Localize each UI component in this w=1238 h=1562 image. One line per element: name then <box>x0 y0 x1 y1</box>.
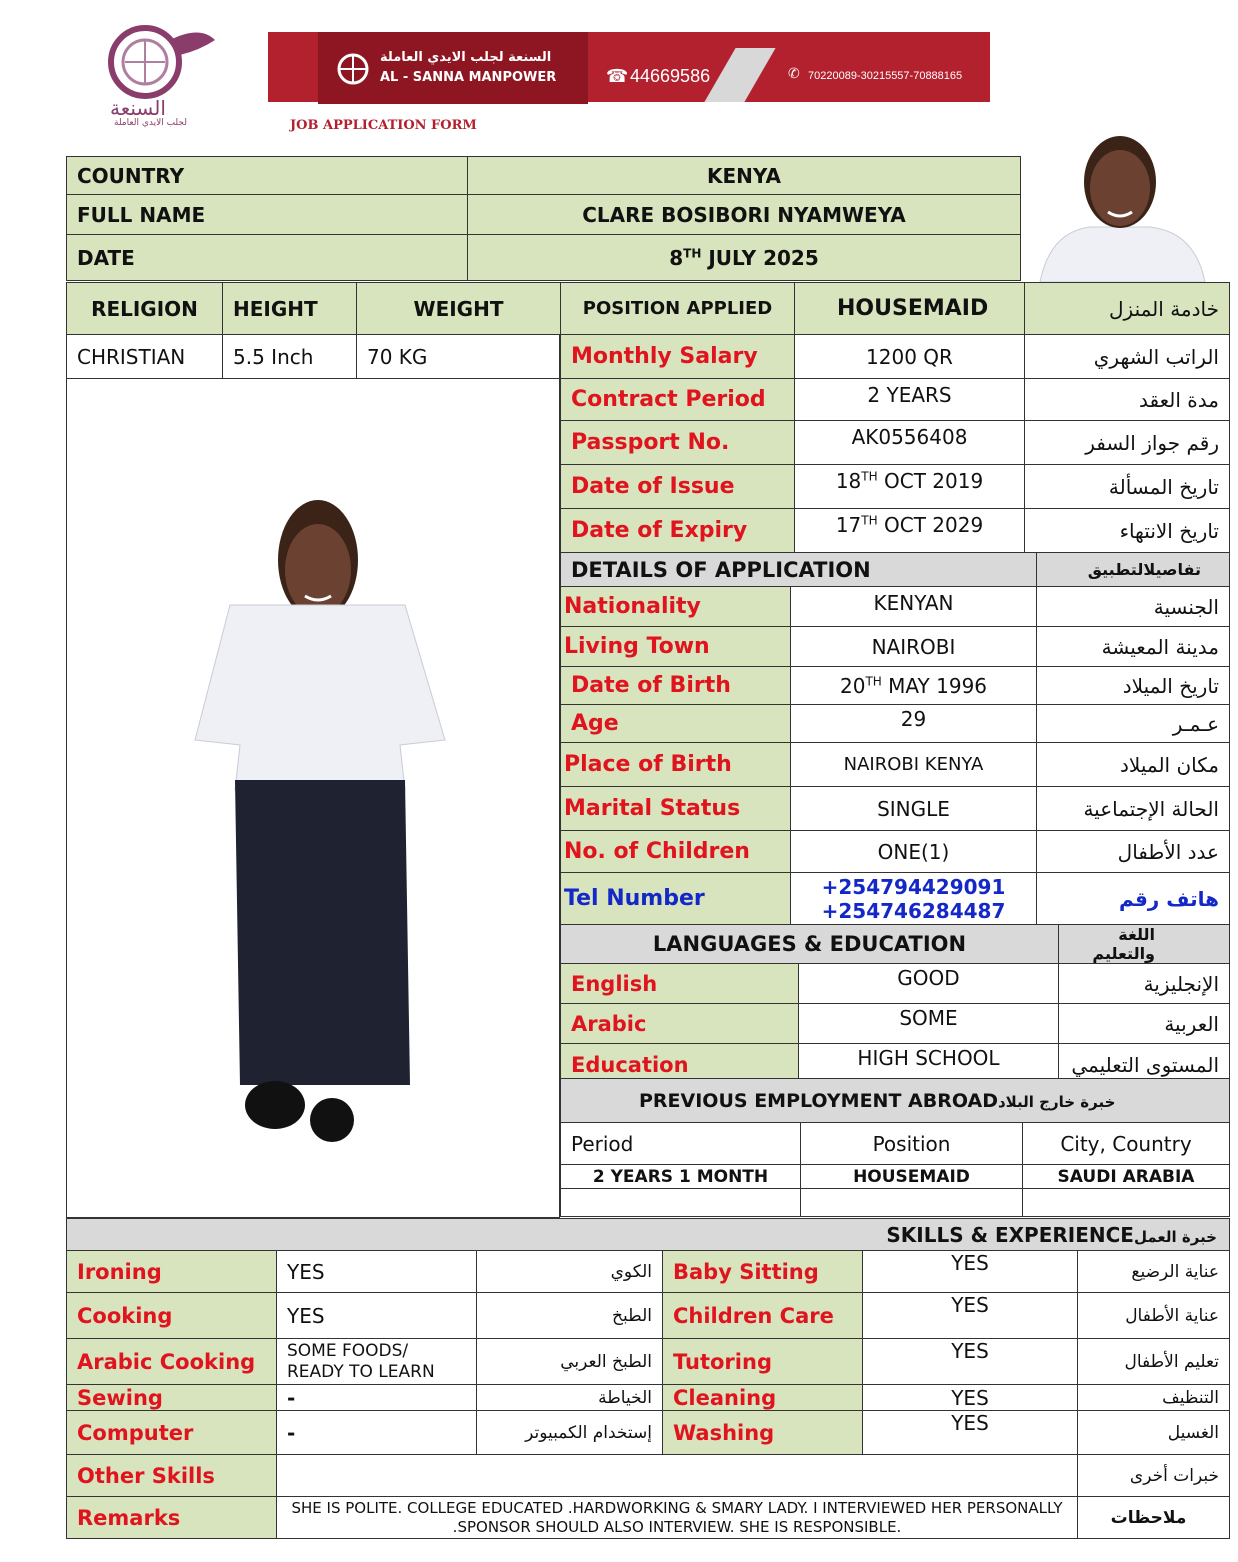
skill-arabic: عناية الأطفال <box>1078 1293 1230 1339</box>
contract-label: Passport No. <box>561 421 795 465</box>
remarks-label: Remarks <box>67 1497 277 1539</box>
contract-label: Contract Period <box>561 379 795 421</box>
detail-value: KENYAN <box>791 587 1037 627</box>
skill-value: YES <box>863 1339 1078 1385</box>
contract-value: 17TH OCT 2029 <box>795 509 1025 553</box>
language-label: English <box>561 964 799 1004</box>
physical-table <box>66 282 1230 335</box>
language-arabic: الإنجليزية <box>1059 964 1230 1004</box>
employment-empty <box>801 1189 1023 1217</box>
skill-label: Ironing <box>67 1251 277 1293</box>
tel-number-2: +254746284487 <box>821 898 1006 923</box>
skill-value: YES <box>277 1251 477 1293</box>
contract-label: Monthly Salary <box>561 335 795 379</box>
skill-arabic: الكوي <box>477 1251 663 1293</box>
skills-title: SKILLS & EXPERIENCEخبرة العمل <box>67 1219 1230 1251</box>
country-label: COUNTRY <box>67 157 468 195</box>
contract-value: 1200 QR <box>795 335 1025 379</box>
logo-arabic-text: السنعة <box>110 96 166 120</box>
phone-number: 44669586 <box>630 66 711 86</box>
skill-arabic: الخياطة <box>477 1385 663 1411</box>
religion-value: CHRISTIAN <box>67 335 223 379</box>
mobile-icon: ✆ <box>788 66 800 82</box>
detail-value: NAIROBI <box>791 627 1037 667</box>
language-arabic: العربية <box>1059 1004 1230 1044</box>
company-name-arabic: السنعة لجلب الايدي العاملة <box>380 50 552 65</box>
skill-arabic: إستخدام الكمبيوتر <box>477 1411 663 1455</box>
skills-table <box>66 1218 1230 1539</box>
skill-label: Cooking <box>67 1293 277 1339</box>
education-arabic: المستوى التعليمي <box>1059 1044 1230 1086</box>
skill-value: YES <box>863 1251 1078 1293</box>
skill-arabic: الطبخ <box>477 1293 663 1339</box>
contract-arabic: الراتب الشهري <box>1025 335 1230 379</box>
position-arabic: خادمة المنزل <box>1025 283 1230 335</box>
contract-arabic: رقم جواز السفر <box>1025 421 1230 465</box>
details-title-arabic: تفاصيلالتطبيق <box>1037 553 1230 587</box>
employment-empty <box>561 1189 801 1217</box>
mobile-numbers: 70220089-30215557-70888165 <box>808 70 963 82</box>
height-value: 5.5 Inch <box>223 335 357 379</box>
detail-arabic: عـمـر <box>1037 705 1230 743</box>
tel-number-1: +254794429091 <box>821 874 1006 899</box>
full-name-value: CLARE BOSIBORI NYAMWEYA <box>468 195 1021 235</box>
detail-label: Date of Birth <box>561 667 791 705</box>
detail-arabic: تاريخ الميلاد <box>1037 667 1230 705</box>
skill-arabic: الغسيل <box>1078 1411 1230 1455</box>
company-name-english: AL - SANNA MANPOWER <box>380 70 557 85</box>
detail-value: 20TH MAY 1996 <box>791 667 1037 705</box>
contract-value: AK0556408 <box>795 421 1025 465</box>
education-value: HIGH SCHOOL <box>799 1044 1059 1086</box>
contract-value: 2 YEARS <box>795 379 1025 421</box>
detail-arabic: عدد الأطفال <box>1037 831 1230 873</box>
tel-values <box>791 873 1037 925</box>
contract-label: Date of Issue <box>561 465 795 509</box>
employment-country: SAUDI ARABIA <box>1023 1165 1230 1189</box>
skill-arabic: الطبخ العربي <box>477 1339 663 1385</box>
phone-icon: ☎ <box>606 66 629 87</box>
form-title: JOB APPLICATION FORM <box>290 118 477 133</box>
contract-arabic: تاريخ الانتهاء <box>1025 509 1230 553</box>
detail-arabic: الجنسية <box>1037 587 1230 627</box>
weight-value: 70 KG <box>357 335 560 379</box>
detail-label: No. of Children <box>561 831 791 873</box>
detail-label: Living Town <box>561 627 791 667</box>
position-applied-label: POSITION APPLIED <box>561 283 795 335</box>
contract-label: Date of Expiry <box>561 509 795 553</box>
other-skills-value <box>277 1455 1078 1497</box>
remarks-value: SHE IS POLITE. COLLEGE EDUCATED .HARDWORKING & SMARY LADY. I INTERVIEWED HER PERSONALLY .SPONSOR SHOULD ALSO INTERVIEW. SHE IS RESPONSIBLE. <box>277 1497 1078 1539</box>
globe-icon <box>336 52 370 86</box>
languages-table <box>560 924 1230 1086</box>
detail-arabic: مدينة المعيشة <box>1037 627 1230 667</box>
detail-value: 29 <box>791 705 1037 743</box>
contract-value: 18TH OCT 2019 <box>795 465 1025 509</box>
skill-label: Arabic Cooking <box>67 1339 277 1385</box>
employment-title: PREVIOUS EMPLOYMENT ABROADخبرة خارج البلاد <box>561 1079 1230 1123</box>
detail-arabic: مكان الميلاد <box>1037 743 1230 787</box>
physical-values-table <box>66 334 560 379</box>
details-table <box>560 552 1230 925</box>
skill-label: Children Care <box>663 1293 863 1339</box>
employment-table <box>560 1078 1230 1217</box>
skill-label: Washing <box>663 1411 863 1455</box>
country-value: KENYA <box>468 157 1021 195</box>
skill-arabic: تعليم الأطفال <box>1078 1339 1230 1385</box>
full-body-photo <box>190 490 460 1150</box>
languages-title-arabic: اللغة والتعليم <box>1059 925 1230 964</box>
skill-value: YES <box>863 1293 1078 1339</box>
other-skills-arabic: خبرات أخرى <box>1078 1455 1230 1497</box>
contract-table <box>560 334 1230 553</box>
detail-label: Place of Birth <box>561 743 791 787</box>
portrait-photo <box>1030 122 1210 282</box>
skill-value: - <box>277 1411 477 1455</box>
skill-value: YES <box>277 1293 477 1339</box>
skill-label: Computer <box>67 1411 277 1455</box>
detail-value: ONE(1) <box>791 831 1037 873</box>
skill-label: Baby Sitting <box>663 1251 863 1293</box>
religion-label: RELIGION <box>67 283 223 335</box>
contract-arabic: تاريخ المسألة <box>1025 465 1230 509</box>
employment-position: HOUSEMAID <box>801 1165 1023 1189</box>
language-value: SOME <box>799 1004 1059 1044</box>
skill-value: YES <box>863 1411 1078 1455</box>
date-value: 8TH JULY 2025 <box>468 235 1021 281</box>
employment-position-header: Position <box>801 1123 1023 1165</box>
detail-value: NAIROBI KENYA <box>791 743 1037 787</box>
skill-value: YES <box>863 1385 1078 1411</box>
weight-label: WEIGHT <box>357 283 561 335</box>
skill-value: - <box>277 1385 477 1411</box>
skill-label: Tutoring <box>663 1339 863 1385</box>
language-value: GOOD <box>799 964 1059 1004</box>
contract-arabic: مدة العقد <box>1025 379 1230 421</box>
detail-label: Nationality <box>561 587 791 627</box>
identity-table <box>66 156 1021 281</box>
skill-label: Sewing <box>67 1385 277 1411</box>
skill-value: SOME FOODS/ READY TO LEARN <box>277 1339 477 1385</box>
date-label: DATE <box>67 235 468 281</box>
employment-period: 2 YEARS 1 MONTH <box>561 1165 801 1189</box>
skill-label: Cleaning <box>663 1385 863 1411</box>
tel-label: Tel Number <box>561 873 791 925</box>
employment-empty <box>1023 1189 1230 1217</box>
education-label: Education <box>561 1044 799 1086</box>
detail-value: SINGLE <box>791 787 1037 831</box>
employment-period-header: Period <box>561 1123 801 1165</box>
skill-arabic: التنظيف <box>1078 1385 1230 1411</box>
remarks-arabic: ملاحظات <box>1078 1497 1230 1539</box>
skill-arabic: عناية الرضيع <box>1078 1251 1230 1293</box>
employment-country-header: City, Country <box>1023 1123 1230 1165</box>
other-skills-label: Other Skills <box>67 1455 277 1497</box>
height-label: HEIGHT <box>223 283 357 335</box>
languages-title: LANGUAGES & EDUCATION <box>561 925 1059 964</box>
detail-label: Age <box>561 705 791 743</box>
position-value: HOUSEMAID <box>795 283 1025 335</box>
full-name-label: FULL NAME <box>67 195 468 235</box>
logo-subtitle: لجلب الايدي العاملة <box>114 118 187 128</box>
details-title: DETAILS OF APPLICATION <box>561 553 1037 587</box>
detail-arabic: الحالة الإجتماعية <box>1037 787 1230 831</box>
detail-label: Marital Status <box>561 787 791 831</box>
language-label: Arabic <box>561 1004 799 1044</box>
tel-arabic: هاتف رقم <box>1037 873 1230 925</box>
